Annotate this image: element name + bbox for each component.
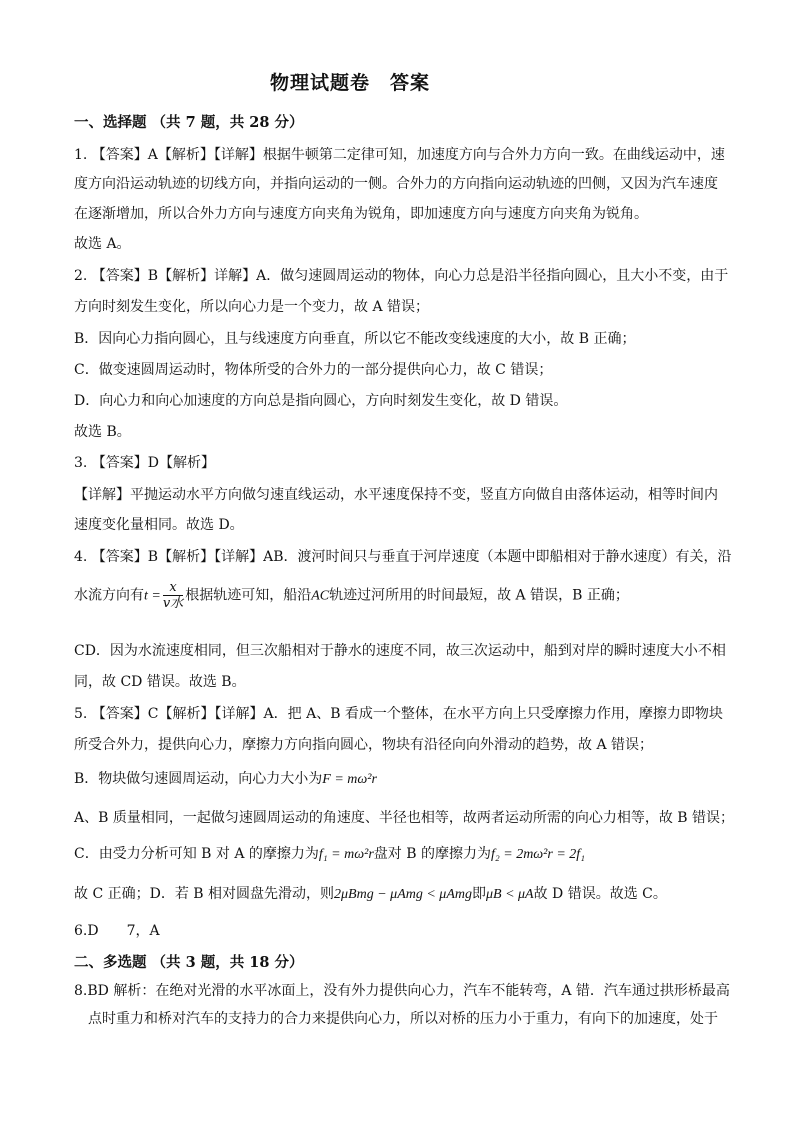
equation-f2: f₂ = 2mω²r = 2f₁ xyxy=(490,847,586,862)
q4-line-4: 同，故 CD 错误。故选 B。 xyxy=(74,674,246,690)
q1-line-4: 故选 A。 xyxy=(74,236,131,252)
equation-friction-inequality: 2μBmg − μAmg < μAmg xyxy=(334,887,472,902)
q5-line-5 xyxy=(74,843,585,863)
q3-line-3: 速度变化量相同。故选 D。 xyxy=(74,517,244,533)
q2-line-4: C．做变速圆周运动时，物体所受的合外力的一部分提供向心力，故 C 错误； xyxy=(74,362,553,378)
q8-line-2: 点时重力和桥对汽车的支持力的合力来提供向心力，所以对桥的压力小于重力，有向下的加速度，处于 xyxy=(88,1011,718,1027)
q4-line-2-suffix: 轨迹过河所用的时间最短，故 A 错误，B 正确； xyxy=(329,587,629,604)
q5-line-3 xyxy=(74,768,377,788)
section-heading-multi: 二、多选题 （共 3 题，共 18 分） xyxy=(74,954,304,971)
equation-mu-compare: μB < μA xyxy=(486,887,534,902)
q5-line-5-prefix: C．由受力分析可知 B 对 A 的摩擦力为 xyxy=(74,846,319,862)
q1-line-3: 在逐渐增加，所以合外力方向与速度方向夹角为锐角，即加速度方向与速度方向夹角为锐角。 xyxy=(74,206,648,222)
q2-line-5: D．向心力和向心加速度的方向总是指向圆心，方向时刻发生变化，故 D 错误。 xyxy=(74,393,568,409)
q2-line-3: B．因向心力指向圆心，且与线速度方向垂直，所以它不能改变线速度的大小，故 B 正确； xyxy=(74,331,636,347)
page-title: 物理试题卷 答案 xyxy=(269,72,430,94)
q5-line-3-text: B．物块做匀速圆周运动，向心力大小为 xyxy=(74,771,323,787)
q4-line-2 xyxy=(74,580,629,611)
fraction-denominator: v水 xyxy=(162,596,184,611)
q5-line-6-mid: 即 xyxy=(472,886,486,902)
equation-t: t = xyxy=(144,588,161,604)
q6-q7-answers: 6.D 7，A xyxy=(74,923,160,939)
q5-line-6 xyxy=(74,883,667,903)
q1-line-1: 1. 【答案】A【解析】【详解】根据牛顿第二定律可知，加速度方向与合外力方向一致。在曲线运动中，速 xyxy=(74,147,725,163)
q2-line-6: 故选 B。 xyxy=(74,424,131,440)
q2-line-2: 方向时刻发生变化，所以向心力是一个变力，故 A 错误； xyxy=(74,299,430,315)
fraction-numerator: x xyxy=(163,580,183,596)
trajectory-ac: AC xyxy=(311,588,330,604)
q4-line-2-mid: 根据轨迹可知，船沿 xyxy=(185,587,312,604)
q1-line-2: 度方向沿运动轨迹的切线方向，并指向运动的一侧。合外力的方向指向运动轨迹的凹侧，又因为汽车速度 xyxy=(74,176,718,192)
q4-line-3: CD．因为水流速度相同，但三次船相对于静水的速度不同，故三次运动中，船到对岸的瞬时速度大小不相 xyxy=(74,643,726,659)
q5-line-6-suffix: 故 D 错误。故选 C。 xyxy=(533,886,667,902)
q4-line-1: 4. 【答案】B【解析】【详解】AB．渡河时间只与垂直于河岸速度（本题中即船相对于静水速度）有关，沿 xyxy=(74,549,732,565)
q2-line-1: 2. 【答案】B【解析】详解】A．做匀速圆周运动的物体，向心力总是沿半径指向圆心，且大小不变，由于 xyxy=(74,268,729,284)
section-heading-choice: 一、选择题 （共 7 题，共 28 分） xyxy=(74,114,304,131)
equation-f1: f₁ = mω²r xyxy=(318,847,374,862)
q5-line-2: 所受合外力，提供向心力，摩擦力方向指向圆心，物块有沿径向向外滑动的趋势，故 A 错误； xyxy=(74,737,654,753)
q5-line-5-mid: 盘对 B 的摩擦力为 xyxy=(373,846,491,862)
fraction-x-over-v xyxy=(163,580,183,611)
q5-line-6-prefix: 故 C 正确；D．若 B 相对圆盘先滑动，则 xyxy=(74,886,335,902)
q3-line-2: 【详解】平抛运动水平方向做匀速直线运动，水平速度保持不变，竖直方向做自由落体运动，相等时间内 xyxy=(74,487,718,503)
q5-line-4: A、B 质量相同，一起做匀速圆周运动的角速度、半径也相等，故两者运动所需的向心力相等，故 B 错误； xyxy=(74,810,735,826)
q5-line-1: 5. 【答案】C【解析】【详解】A．把 A、B 看成一个整体，在水平方向上只受摩擦力作用，摩擦力即物块 xyxy=(74,706,723,722)
q3-line-1: 3. 【答案】D【解析】 xyxy=(74,455,216,471)
q4-line-2-prefix: 水流方向有 xyxy=(74,587,144,604)
q8-line-1: 8.BD 解析：在绝对光滑的水平冰面上，没有外力提供向心力，汽车不能转弯，A 错．汽车通过拱形桥最高 xyxy=(74,983,730,999)
equation-centripetal-force: F = mω²r xyxy=(322,772,377,787)
